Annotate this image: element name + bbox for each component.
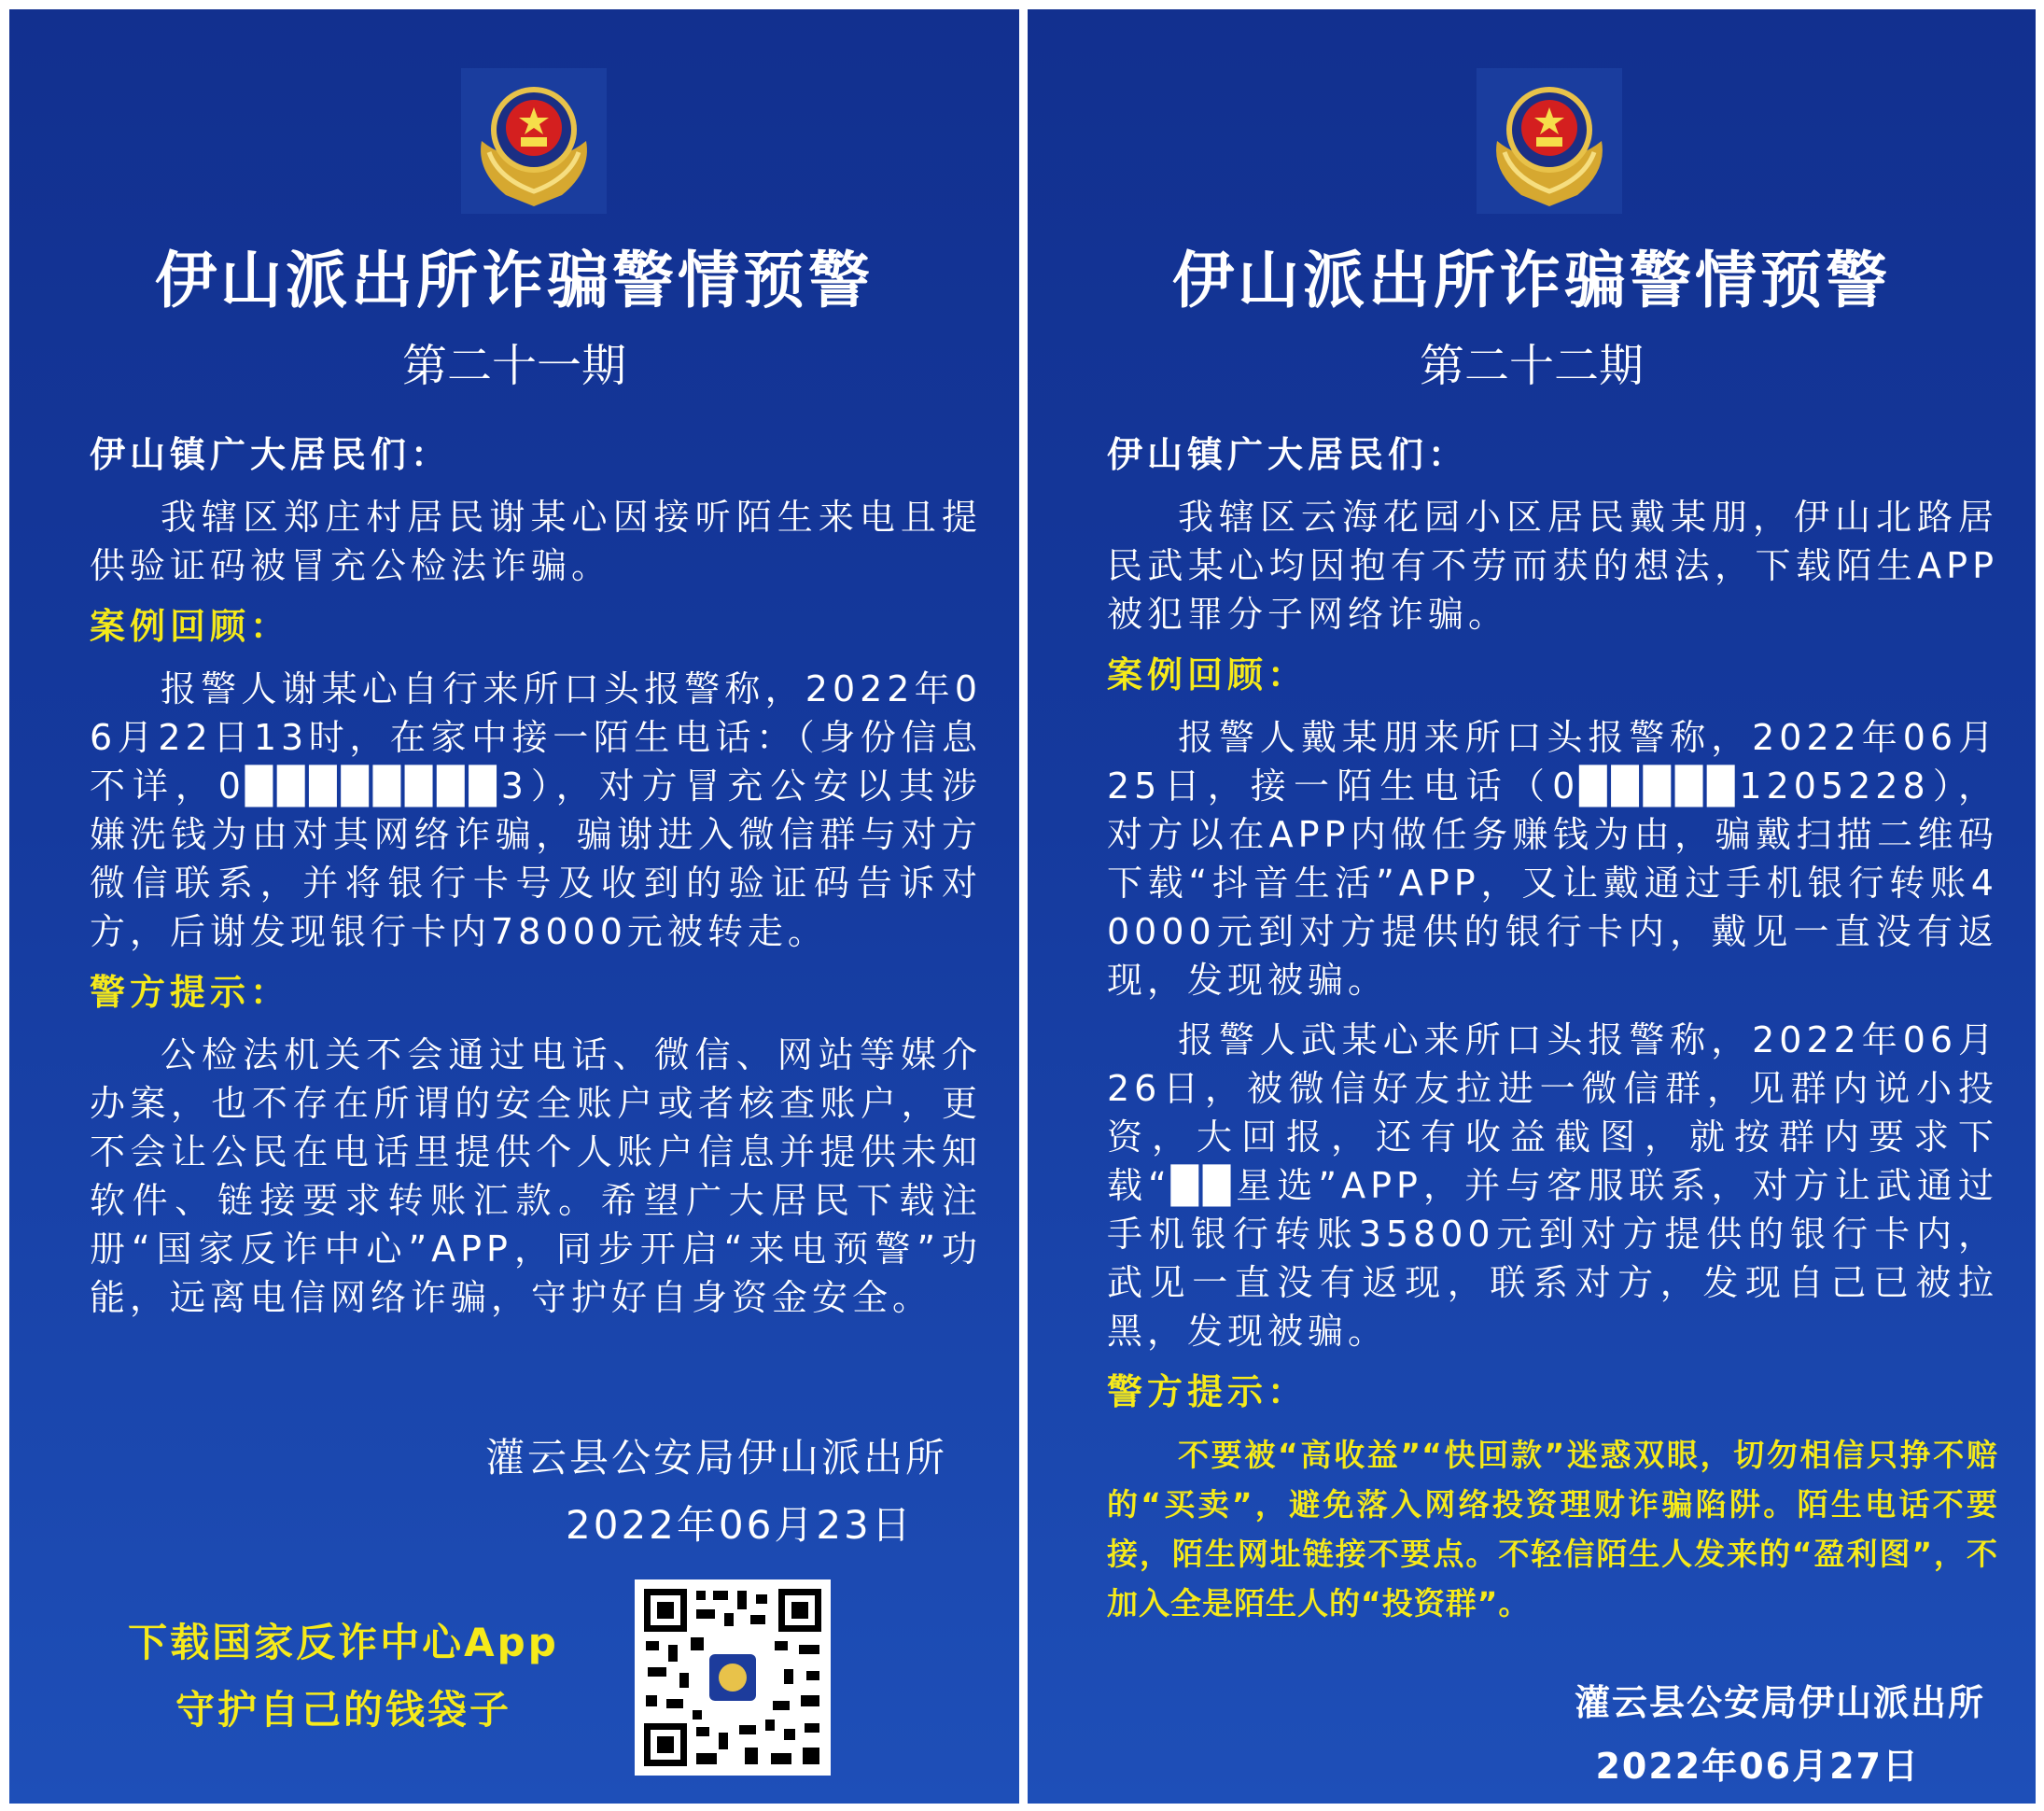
case-heading: 案例回顾： [90, 606, 291, 647]
slogan-line-2: 守护自己的钱袋子 [175, 1687, 511, 1733]
case-heading: 案例回顾： [1107, 654, 1309, 695]
poster-issue-21 [9, 9, 1019, 1804]
qr-code-icon[interactable] [635, 1579, 831, 1776]
signature: 灌云县公安局伊山派出所 [485, 1435, 948, 1481]
poster-content [90, 428, 982, 1322]
tip-paragraph: 公检法机关不会通过电话、微信、网站等媒介办案，也不存在所谓的安全账户或者核查账户，更不会让公民在电话里提供个人账户信息并提供未知软件、链接要求转账汇款。希望广大居民下载注册“国家反诈中心”APP，同步开启“来电预警”功能，远离电信网络诈骗，守护好自身资金安全。 [90, 1034, 982, 1318]
intro-paragraph: 我辖区郑庄村居民谢某心因接听陌生来电且提供验证码被冒充公检法诈骗。 [90, 497, 982, 586]
poster-title: 伊山派出所诈骗警情预警 [1172, 245, 1891, 316]
case-paragraph: 报警人谢某心自行来所口头报警称，2022年06月22日13时，在家中接一陌生电话：（身份信息不详，0████████3），对方冒充公安以其涉嫌洗钱为由对其网络诈骗，骗谢进入微信群与对方微信联系，并将银行卡号及收到的验证码告诉对方，后谢发现银行卡内78000元被转走。 [90, 668, 982, 952]
issue-number: 第二十一期 [401, 340, 626, 392]
signature: 灌云县公安局伊山派出所 [1574, 1682, 1985, 1723]
tip-heading: 警方提示： [1107, 1371, 1309, 1412]
police-emblem-icon [1477, 68, 1622, 214]
poster-content [1107, 428, 1998, 1628]
tip-paragraph: 不要被“高收益”“快回款”迷惑双眼，切勿相信只挣不赔的“买卖”，避免落入网络投资理财诈骗陷阱。陌生电话不要接，陌生网址链接不要点。不轻信陌生人发来的“盈利图”，不加入全是陌生人的“投资群”。 [1107, 1437, 1998, 1621]
issue-number: 第二十二期 [1419, 340, 1644, 392]
case-paragraph-1: 报警人戴某朋来所口头报警称，2022年06月25日，接一陌生电话（0█████1205228），对方以在APP内做任务赚钱为由，骗戴扫描二维码下载“抖音生活”APP，又让戴通过手机银行转账40000元到对方提供的银行卡内，戴见一直没有返现，发现被骗。 [1107, 717, 1998, 1001]
date: 2022年06月27日 [1595, 1746, 1920, 1787]
slogan-line-1: 下载国家反诈中心App [128, 1620, 559, 1665]
police-emblem-icon [461, 68, 607, 214]
poster-issue-22 [1028, 9, 2036, 1804]
tip-heading: 警方提示： [90, 972, 291, 1013]
date: 2022年06月23日 [566, 1502, 914, 1548]
case-paragraph-2: 报警人武某心来所口头报警称，2022年06月26日，被微信好友拉进一微信群，见群内说小投资，大回报，还有收益截图，就按群内要求下载“██星选”APP，并与客服联系，对方让武通过手机银行转账35800元到对方提供的银行卡内，武见一直没有返现，联系对方，发现自己已被拉黑，发现被骗。 [1107, 1019, 1998, 1352]
poster-title: 伊山派出所诈骗警情预警 [155, 245, 874, 316]
intro-paragraph: 我辖区云海花园小区居民戴某朋，伊山北路居民武某心均因抱有不劳而获的想法，下载陌生APP被犯罪分子网络诈骗。 [1107, 497, 1998, 635]
greeting: 伊山镇广大居民们： [90, 434, 452, 475]
greeting: 伊山镇广大居民们： [1107, 434, 1469, 475]
